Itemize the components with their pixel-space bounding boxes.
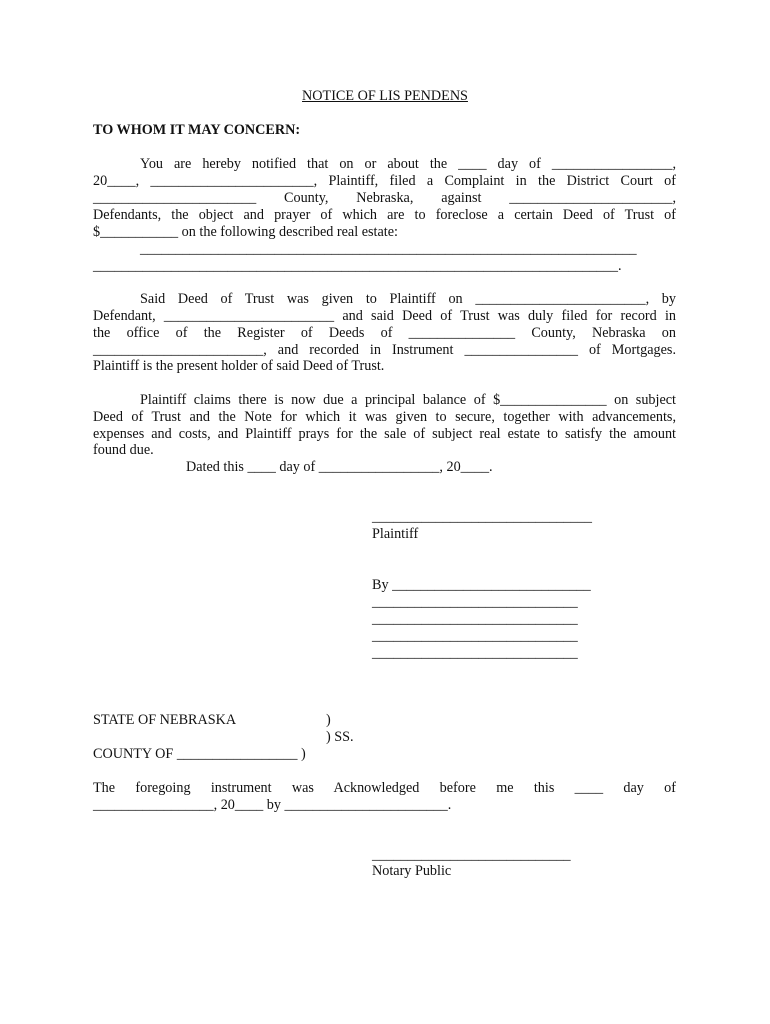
para3-line-4: found due.: [93, 442, 154, 458]
property-description-line-2: __________________________________________________________________________.: [93, 258, 622, 274]
signature-blank-line: _____________________________: [372, 611, 578, 627]
para3-line-1: Plaintiff claims there is now due a principal balance of $_______________ on subject: [140, 392, 676, 408]
para1-line-5: $___________ on the following described real estate:: [93, 224, 398, 240]
venue-paren: ): [326, 712, 331, 728]
para1-line-1: You are hereby notified that on or about the ____ day of _________________,: [140, 156, 676, 172]
notary-label: Notary Public: [372, 863, 452, 879]
para3-line-3: expenses and costs, and Plaintiff prays for the sale of subject real estate to satisfy the amount: [93, 426, 676, 442]
signature-blank-line: _____________________________: [372, 645, 578, 661]
by-signature-line: By ____________________________: [372, 577, 591, 593]
acknowledgment-line-2: _________________, 20____ by _______________________.: [93, 797, 452, 813]
notary-signature-line: ____________________________: [372, 847, 571, 863]
signature-blank-line: _____________________________: [372, 628, 578, 644]
signature-blank-line: _____________________________: [372, 594, 578, 610]
property-description-line-1: ______________________________________________________________________: [140, 241, 637, 257]
venue-state: STATE OF NEBRASKA: [93, 712, 237, 728]
para3-line-2: Deed of Trust and the Note for which it was given to secure, together with advancements,: [93, 409, 676, 425]
plaintiff-signature-line: _______________________________: [372, 509, 592, 525]
acknowledgment-line-1: The foregoing instrument was Acknowledged before me this ____ day of: [93, 780, 676, 796]
venue-county: COUNTY OF _________________ ): [93, 746, 306, 762]
document-title: NOTICE OF LIS PENDENS: [302, 88, 468, 104]
salutation: TO WHOM IT MAY CONCERN:: [93, 122, 301, 138]
para2-line-1: Said Deed of Trust was given to Plaintiff on ________________________, by: [140, 291, 676, 307]
para1-line-2: 20____, _______________________, Plaintiff, filed a Complaint in the District Court of: [93, 173, 676, 189]
para1-line-4: Defendants, the object and prayer of which are to foreclose a certain Deed of Trust of: [93, 207, 676, 223]
para2-line-4: ________________________, and recorded in Instrument ________________ of Mortgages.: [93, 342, 676, 358]
para2-line-2: Defendant, ________________________ and said Deed of Trust was duly filed for record in: [93, 308, 676, 324]
plaintiff-label: Plaintiff: [372, 526, 419, 542]
para1-line-3: _______________________ County, Nebraska, against _______________________,: [93, 190, 676, 206]
dated-line: Dated this ____ day of _________________, 20____.: [186, 459, 493, 475]
venue-ss: ) SS.: [326, 729, 354, 745]
para2-line-5: Plaintiff is the present holder of said Deed of Trust.: [93, 358, 385, 374]
para2-line-3: the office of the Register of Deeds of _______________ County, Nebraska on: [93, 325, 676, 341]
